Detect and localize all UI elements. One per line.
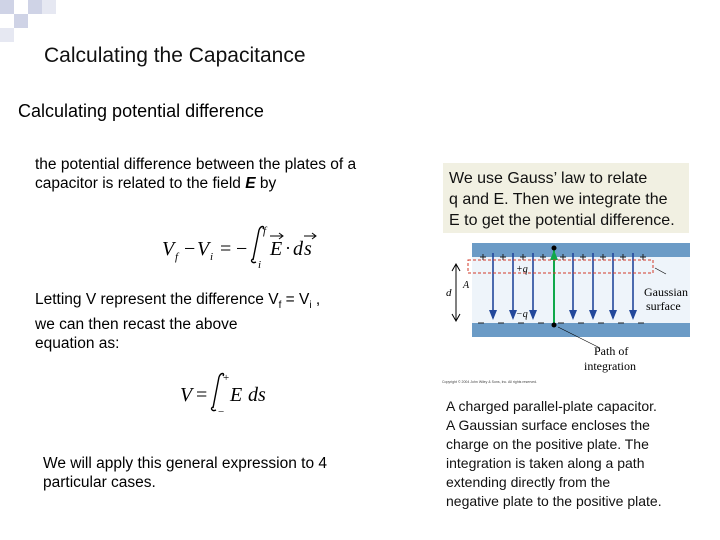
paragraph-general-expression: [43, 454, 403, 492]
para1-line2-post: by: [255, 175, 277, 192]
eq2-upper: +: [223, 372, 230, 384]
eq2-equals: =: [196, 384, 208, 406]
eq1-neg: −: [236, 238, 248, 260]
para2-line1-pre: Letting V represent the difference V: [35, 291, 279, 308]
para2-line1-post: ,: [311, 291, 321, 308]
paragraph-letting-v: [35, 290, 415, 353]
para2-sub-i: i: [309, 300, 312, 312]
caption-line2: A Gaussian surface encloses the: [446, 417, 650, 433]
para3-line2: particular cases.: [43, 474, 156, 491]
eq2-lower: −: [218, 406, 225, 418]
label-path-2: integration: [584, 359, 636, 373]
eq1-s: s: [304, 238, 312, 260]
eq2-ds: ds: [248, 384, 266, 406]
eq1-lower: i: [258, 259, 262, 271]
equation-simplified: [178, 370, 288, 418]
caption-line3: charge on the positive plate. The: [446, 436, 649, 452]
eq1-E: E: [270, 238, 283, 260]
para1-line1: the potential difference between the plates of a: [35, 156, 357, 173]
label-gaussian-1: Gaussian: [644, 285, 688, 299]
para2-line1: [35, 290, 415, 315]
capacitor-diagram: [430, 160, 710, 388]
label-area-A: A: [463, 280, 470, 291]
label-plus-q: +q: [516, 264, 528, 275]
para2-sub-f: f: [278, 300, 282, 312]
label-path-1: Path of: [594, 344, 629, 358]
para2-mid: = V: [281, 291, 310, 308]
para1-line2-pre: capacitor is related to the field: [35, 175, 246, 192]
para2-line3: equation as:: [35, 335, 120, 353]
eq2-integral-sign: [212, 374, 224, 411]
slide-title: Calculating the Capacitance: [44, 44, 306, 67]
eq2-V: V: [180, 384, 193, 406]
eq1-integral-sign: [252, 227, 264, 263]
para2-line2: we can then recast the above: [35, 316, 238, 334]
caption-line4: integration is taken along a path: [446, 455, 645, 471]
caption-line5: extending directly from the: [446, 474, 611, 490]
eq1-equals: =: [220, 238, 232, 260]
eq1-minus: −: [184, 238, 196, 260]
caption-line6: negative plate to the positive plate.: [446, 493, 662, 509]
negative-plate: [472, 323, 690, 337]
para1-line2: [35, 174, 425, 193]
para3-line1: We will apply this general expression to 4: [43, 455, 328, 472]
callout-line3: E to get the potential difference.: [449, 212, 675, 229]
label-minus-q: −q: [516, 309, 528, 320]
label-d: d: [446, 287, 452, 299]
positive-plate: [472, 243, 690, 257]
eq2-E: E: [230, 384, 243, 406]
eq1-V2: V: [197, 238, 210, 260]
field-symbol-E: E: [245, 175, 256, 192]
caption-line1: A charged parallel-plate capacitor.: [446, 398, 657, 414]
slide-subtitle: Calculating potential difference: [18, 101, 264, 121]
figure-caption: [446, 397, 711, 511]
callout-line2: q and E. Then we integrate the: [449, 191, 668, 208]
eq1-V: V: [162, 238, 175, 260]
eq1-d: d: [293, 238, 303, 260]
figure-copyright: Copyright © 2004 John Wiley & Sons, Inc. All rights reserved.: [442, 380, 537, 384]
corner-checker-decoration: [0, 0, 60, 44]
label-gaussian-2: surface: [646, 299, 681, 313]
eq1-dot: ·: [285, 238, 291, 258]
paragraph-potential-difference: [35, 155, 425, 193]
eq1-upper: f: [263, 225, 267, 237]
equation-line-integral: [160, 222, 330, 272]
callout-line1: We use Gauss’ law to relate: [449, 170, 648, 187]
eq1-sub-f: f: [175, 251, 179, 263]
eq1-sub-i: i: [210, 251, 214, 263]
